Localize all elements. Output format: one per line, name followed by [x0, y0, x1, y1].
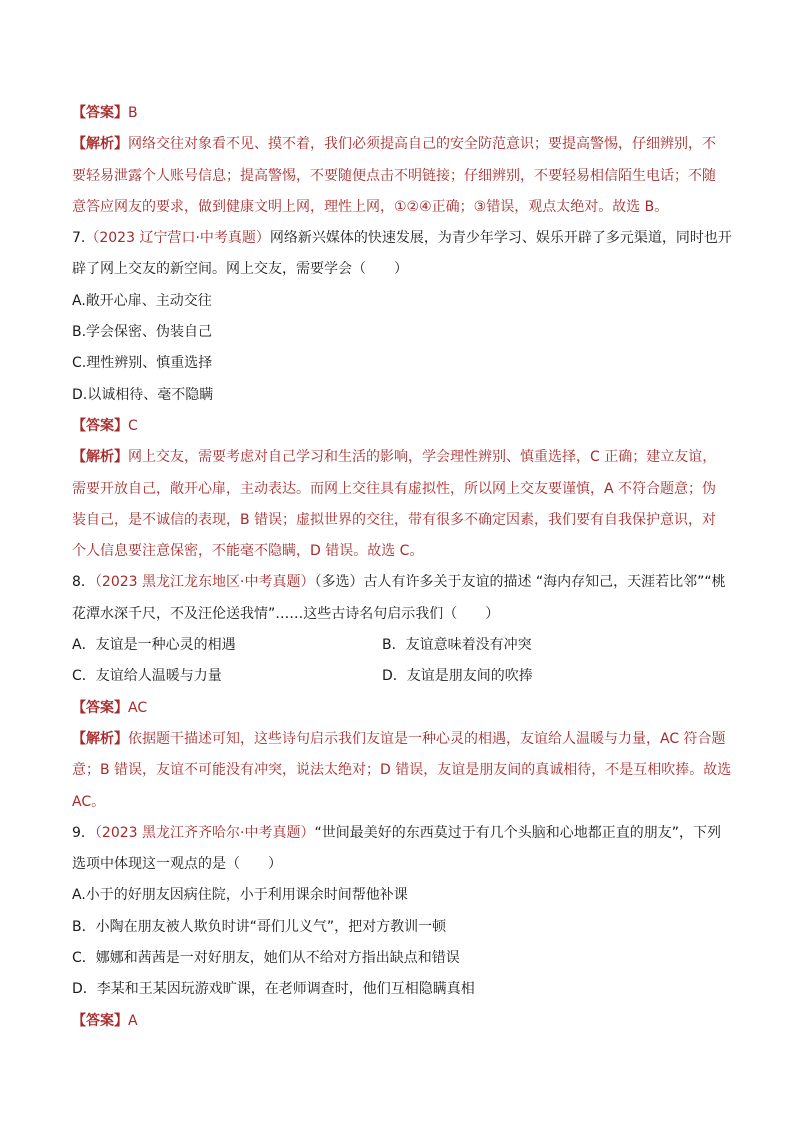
q7-option-a: A.敞开心扉、主动交往	[72, 292, 212, 309]
q8-answer	[72, 693, 722, 724]
question-source: （2023 辽宁营口·中考真题）	[85, 230, 270, 247]
analysis-tag: 【解析】	[72, 136, 128, 153]
q8-option-c: C．友谊给人温暖与力量	[72, 668, 222, 685]
question-number: 9．	[72, 824, 95, 841]
answer-tag: 【答案】	[72, 105, 128, 121]
answer-value: B	[128, 105, 138, 121]
analysis-tag: 【解析】	[72, 730, 128, 747]
q9-answer	[72, 1006, 722, 1037]
q7-analysis-line-3: 装自己，是不诚信的表现，B 错误；虚拟世界的交往，带有很多不确定因素，我们要有自我保护意识，对	[72, 511, 717, 528]
q7-analysis-line-1	[72, 442, 722, 473]
q9-option-d: D．李某和王某因玩游戏旷课，在老师调查时，他们互相隐瞒真相	[72, 981, 475, 998]
q8-option-a: A．友谊是一种心灵的相遇	[72, 637, 236, 654]
q8-option-b: B．友谊意味着没有冲突	[382, 637, 532, 654]
q7-stem-line-2: 辟了网上交友的新空间。网上交友，需要学会（ ）	[72, 261, 408, 278]
q9-option-a: A.小于的好朋友因病住院，小于利用课余时间帮他补课	[72, 887, 408, 904]
q8-analysis-line-2: 意；B 错误，友谊不可能没有冲突，说法太绝对；D 错误，友谊是朋友间的真诚相待，不是互相吹捧。故选	[72, 762, 732, 779]
question-stem: “世间最美好的东西莫过于有几个头脑和心地都正直的朋友”，下列	[314, 824, 721, 841]
analysis-text: 依据题干描述可知，这些诗句启示我们友谊是一种心灵的相遇，友谊给人温暖与力量，AC 符合题	[128, 730, 726, 747]
q7-analysis-line-4: 个人信息要注意保密，不能毫不隐瞒，D 错误。故选 C。	[72, 543, 424, 560]
q9-option-c: C．娜娜和茜茜是一对好朋友，她们从不给对方指出缺点和错误	[72, 950, 460, 967]
answer-value: A	[128, 1012, 138, 1029]
q7-option-d: D.以诚相待、毫不隐瞒	[72, 386, 214, 403]
question-stem: 网络新兴媒体的快速发展，为青少年学习、娱乐开辟了多元渠道，同时也开	[269, 230, 732, 247]
answer-tag: 【答案】	[72, 699, 128, 716]
question-source: （2023 黑龙江齐齐哈尔·中考真题）	[94, 824, 315, 841]
analysis-text: 网上交友，需要考虑对自己学习和生活的影响，学会理性辨别、慎重选择，C 正确；建立友谊，	[128, 449, 717, 466]
document-page	[72, 98, 732, 1037]
answer-value: AC	[128, 699, 148, 716]
q7-option-b: B.学会保密、伪装自己	[72, 324, 213, 341]
q7-stem-line-1	[72, 223, 732, 254]
answer-value: C	[128, 417, 138, 434]
q8-analysis-line-3: AC。	[72, 793, 106, 810]
q6-analysis-line-1	[72, 129, 722, 160]
q8-stem-line-1	[72, 567, 726, 598]
q8-option-d: D．友谊是朋友间的吹捧	[382, 668, 533, 685]
q9-stem-line-2: 选项中体现这一观点的是（ ）	[72, 856, 282, 873]
q6-analysis-line-3: 意答应网友的要求，做到健康文明上网，理性上网，①②④正确；③错误，观点太绝对。故选 B。	[72, 198, 669, 215]
q8-options-row-2	[72, 661, 722, 692]
question-source: （2023 黑龙江龙东地区·中考真题）	[94, 574, 315, 591]
question-number: 7.	[72, 230, 86, 247]
answer-tag: 【答案】	[72, 1012, 128, 1029]
analysis-text: 网络交往对象看不见、摸不着，我们必须提高自己的安全防范意识；要提高警惕，仔细辨别，不	[128, 136, 716, 153]
q7-option-c: C.理性辨别、慎重选择	[72, 355, 213, 372]
q9-option-b: B．小陶在朋友被人欺负时讲“哥们儿义气”，把对方教训一顿	[72, 918, 447, 935]
q6-answer	[72, 98, 722, 129]
answer-tag: 【答案】	[72, 417, 128, 434]
question-number: 8．	[72, 574, 95, 591]
question-stem: （多选）古人有许多关于友谊的描述 “海内存知己，天涯若比邻”“桃	[314, 574, 726, 591]
q9-stem-line-1	[72, 818, 722, 849]
q6-analysis-line-2: 要轻易泄露个人账号信息；提高警惕，不要随便点击不明链接；仔细辨别，不要轻易相信陌生电话；不随	[72, 167, 716, 184]
q8-options-row-1	[72, 630, 722, 661]
q7-analysis-line-2: 需要开放自己，敞开心扉，主动表达。而网上交往具有虚拟性，所以网上交友要谨慎，A 不符合题意；伪	[72, 480, 717, 497]
analysis-tag: 【解析】	[72, 449, 128, 466]
q8-stem-line-2: 花潭水深千尺，不及汪伦送我情”……这些古诗名句启示我们（ ）	[72, 605, 500, 622]
q7-answer	[72, 411, 722, 442]
q8-analysis-line-1	[72, 724, 726, 755]
